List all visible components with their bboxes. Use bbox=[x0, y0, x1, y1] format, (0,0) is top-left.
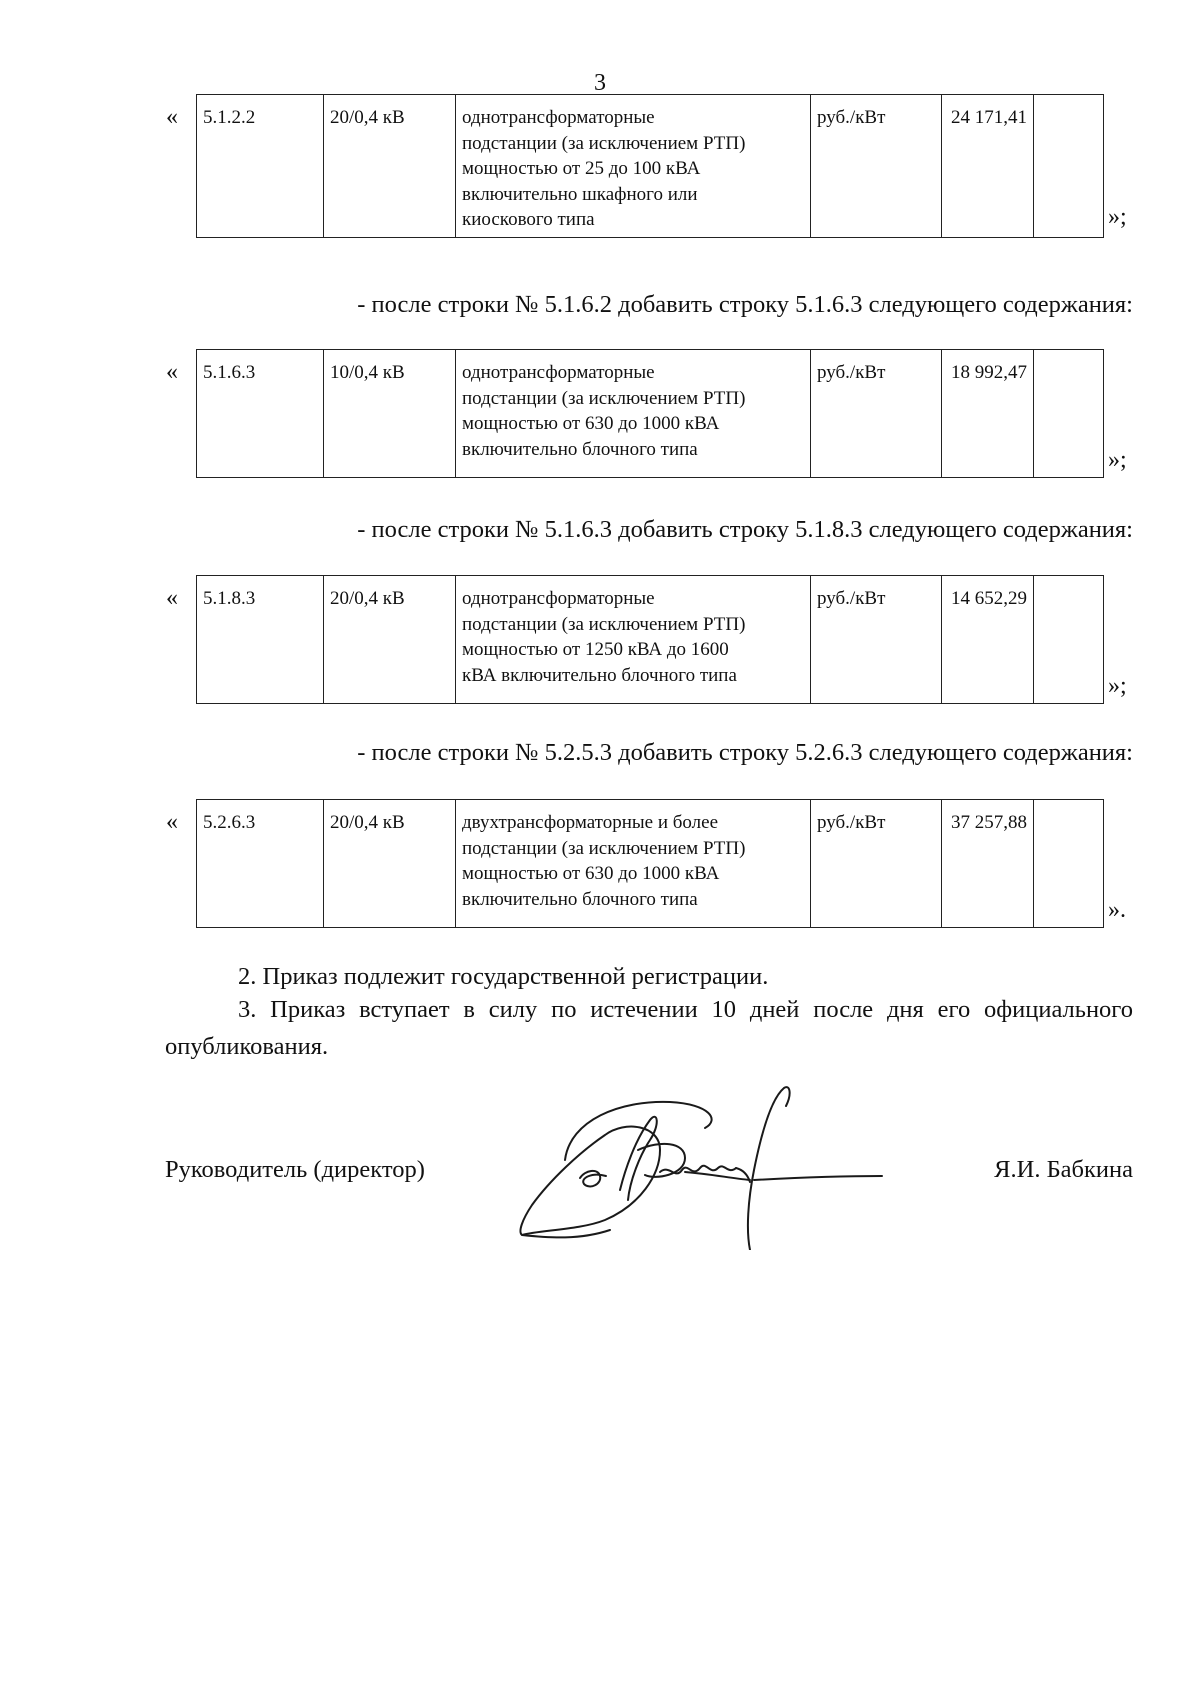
unit-cell: руб./кВт bbox=[811, 95, 942, 238]
closing-quote: ». bbox=[1108, 897, 1126, 923]
table-row bbox=[197, 576, 1104, 704]
voltage-cell: 20/0,4 кВ bbox=[324, 95, 456, 238]
price-cell: 24 171,41 bbox=[942, 95, 1034, 238]
tariff-row-table bbox=[196, 799, 1104, 928]
description-line: мощностью от 630 до 1000 кВА bbox=[462, 863, 720, 885]
description-line: подстанции (за исключением РТП) bbox=[462, 387, 746, 409]
description-line: мощностью от 25 до 100 кВА bbox=[462, 158, 701, 180]
row-code-cell: 5.1.8.3 bbox=[197, 576, 324, 704]
opening-quote: « bbox=[166, 359, 178, 385]
description-line: однотрансформаторные bbox=[462, 107, 655, 128]
description-line: кВА включительно блочного типа bbox=[462, 664, 737, 686]
price-cell: 18 992,47 bbox=[942, 350, 1034, 478]
empty-cell bbox=[1034, 800, 1104, 928]
opening-quote: « bbox=[166, 585, 178, 611]
opening-quote: « bbox=[166, 104, 178, 130]
description-line: киоскового типа bbox=[462, 209, 595, 231]
table-block-5-1-8-3 bbox=[160, 575, 1140, 703]
page-number: 3 bbox=[594, 70, 606, 96]
table-row bbox=[197, 95, 1104, 238]
voltage-cell: 20/0,4 кВ bbox=[324, 576, 456, 704]
closing-quote: »; bbox=[1108, 447, 1127, 473]
description-cell bbox=[456, 95, 811, 238]
opening-quote: « bbox=[166, 809, 178, 835]
tariff-row-table bbox=[196, 575, 1104, 704]
tariff-row-table bbox=[196, 94, 1104, 238]
paragraph-registration: 2. Приказ подлежит государственной регистрации. bbox=[238, 963, 769, 990]
table-block-5-1-2-2 bbox=[160, 94, 1140, 234]
instruction-line: - после строки № 5.1.6.2 добавить строку 5.1.6.3 следующего содержания: bbox=[357, 291, 1133, 318]
instruction-line: - после строки № 5.2.5.3 добавить строку 5.2.6.3 следующего содержания: bbox=[357, 739, 1133, 766]
description-line: мощностью от 1250 кВА до 1600 bbox=[462, 639, 729, 661]
paragraph-effective-date: 3. Приказ вступает в силу по истечении 10 дней после дня его официального опубликования. bbox=[165, 996, 1133, 1060]
description-line: включительно шкафного или bbox=[462, 183, 698, 205]
description-line: однотрансформаторные bbox=[462, 588, 655, 609]
description-line: подстанции (за исключением РТП) bbox=[462, 837, 746, 859]
empty-cell bbox=[1034, 95, 1104, 238]
closing-quote: »; bbox=[1108, 204, 1127, 230]
table-block-5-2-6-3 bbox=[160, 799, 1140, 927]
empty-cell bbox=[1034, 576, 1104, 704]
row-code-cell: 5.1.6.3 bbox=[197, 350, 324, 478]
description-line: однотрансформаторные bbox=[462, 362, 655, 383]
voltage-cell: 20/0,4 кВ bbox=[324, 800, 456, 928]
description-line: подстанции (за исключением РТП) bbox=[462, 613, 746, 635]
voltage-cell: 10/0,4 кВ bbox=[324, 350, 456, 478]
description-cell bbox=[456, 350, 811, 478]
row-code-cell: 5.1.2.2 bbox=[197, 95, 324, 238]
table-row bbox=[197, 350, 1104, 478]
table-block-5-1-6-3 bbox=[160, 349, 1140, 477]
tariff-row-table bbox=[196, 349, 1104, 478]
closing-quote: »; bbox=[1108, 673, 1127, 699]
row-code-cell: 5.2.6.3 bbox=[197, 800, 324, 928]
price-cell: 37 257,88 bbox=[942, 800, 1034, 928]
unit-cell: руб./кВт bbox=[811, 576, 942, 704]
empty-cell bbox=[1034, 350, 1104, 478]
table-row bbox=[197, 800, 1104, 928]
price-cell: 14 652,29 bbox=[942, 576, 1034, 704]
description-line: включительно блочного типа bbox=[462, 438, 698, 460]
description-line: включительно блочного типа bbox=[462, 888, 698, 910]
description-cell bbox=[456, 576, 811, 704]
description-cell bbox=[456, 800, 811, 928]
instruction-line: - после строки № 5.1.6.3 добавить строку 5.1.8.3 следующего содержания: bbox=[357, 516, 1133, 543]
description-line: подстанции (за исключением РТП) bbox=[462, 132, 746, 154]
unit-cell: руб./кВт bbox=[811, 800, 942, 928]
signatory-name: Я.И. Бабкина bbox=[994, 1156, 1133, 1183]
unit-cell: руб./кВт bbox=[811, 350, 942, 478]
signatory-title: Руководитель (директор) bbox=[165, 1156, 425, 1183]
description-line: мощностью от 630 до 1000 кВА bbox=[462, 413, 720, 435]
description-line: двухтрансформаторные и более bbox=[462, 812, 719, 833]
handwritten-signature bbox=[510, 1080, 890, 1250]
